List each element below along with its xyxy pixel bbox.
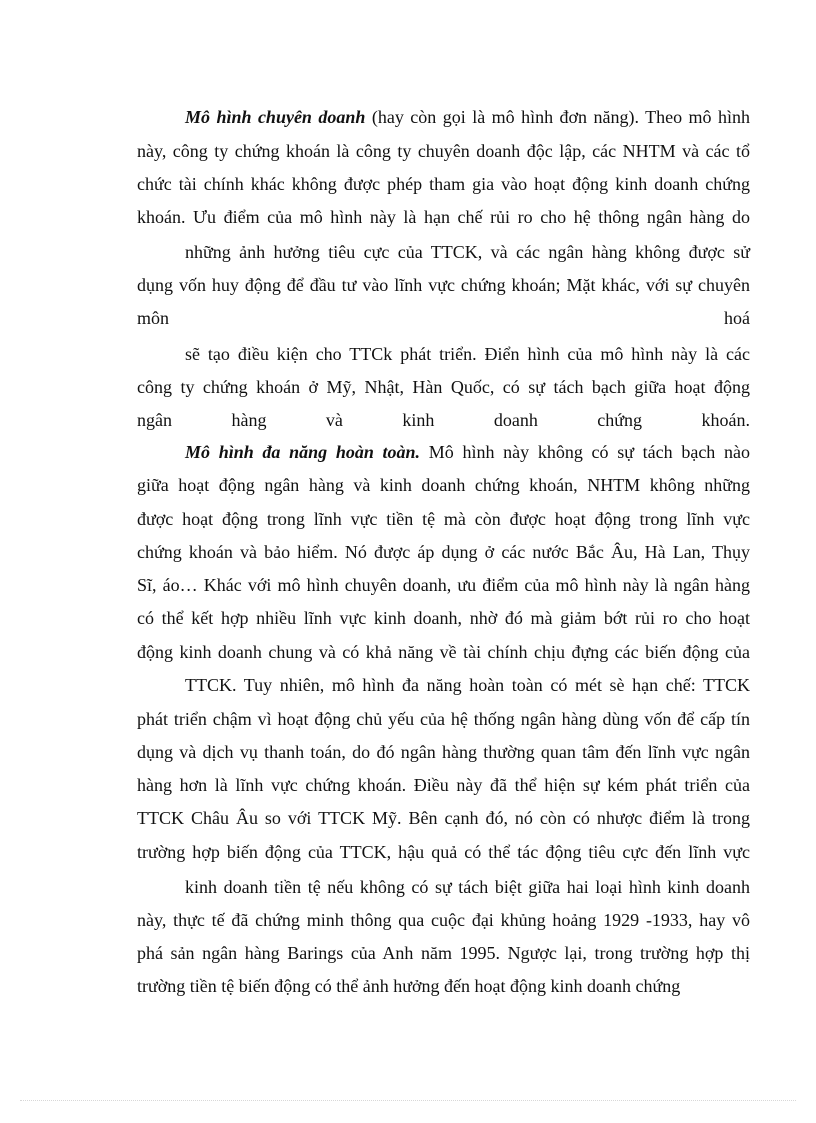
text-line: công ty chứng khoán ở Mỹ, Nhật, Hàn Quốc, có sự tách bạch giữa hoạt động: [137, 377, 750, 397]
page-bottom-divider: [20, 1100, 796, 1101]
text-line: những ảnh hưởng tiêu cực của TTCK, và các ngân hàng không được sử: [185, 242, 750, 262]
text-line: này, công ty chứng khoán là công ty chuyên doanh độc lập, các NHTM và các tổ: [137, 141, 750, 161]
text-line: dụng và dịch vụ thanh toán, do đó ngân hàng thường quan tâm đến lĩnh vực ngân: [137, 742, 750, 762]
text-line: phá sản ngân hàng Barings của Anh năm 1995. Ngược lại, trong trường hợp thị: [137, 943, 750, 963]
text-line: được hoạt động trong lĩnh vực tiền tệ mà còn được hoạt động trong lĩnh vực: [137, 509, 750, 529]
text-line: Mô hình đa năng hoàn toàn. Mô hình này không có sự tách bạch nào: [185, 442, 750, 462]
text-line: khoán. Ưu điểm của mô hình này là hạn chế rủi ro cho hệ thông ngân hàng do: [137, 207, 750, 227]
text-line: sẽ tạo điều kiện cho TTCk phát triển. Điển hình của mô hình này là các: [185, 344, 750, 364]
text-line: dụng vốn huy động để đầu tư vào lĩnh vực chứng khoán; Mặt khác, với sự chuyên: [137, 275, 750, 295]
text-line: kinh doanh tiền tệ nếu không có sự tách biệt giữa hai loại hình kinh doanh: [185, 877, 750, 897]
text-line: có thể kết hợp nhiều lĩnh vực kinh doanh, nhờ đó mà giảm bớt rủi ro cho hoạt: [137, 608, 750, 628]
text-line: chứng khoán và bảo hiểm. Nó được áp dụng ở các nước Bắc Âu, Hà Lan, Thụy: [137, 542, 750, 562]
text-line: Mô hình chuyên doanh (hay còn gọi là mô hình đơn năng). Theo mô hình: [185, 107, 750, 127]
text-line: giữa hoạt động ngân hàng và kinh doanh chứng khoán, NHTM không những: [137, 475, 750, 495]
text-line: trường hợp biến động của TTCK, hậu quả có thể tác động tiêu cực đến lĩnh vực: [137, 842, 750, 862]
text-line: môn hoá: [137, 308, 750, 328]
text-line: Sĩ, áo… Khác với mô hình chuyên doanh, ưu điểm của mô hình này là ngân hàng: [137, 575, 750, 595]
text-line: phát triển chậm vì hoạt động chủ yếu của hệ thống ngân hàng dùng vốn để cấp tín: [137, 709, 750, 729]
term-universal: Mô hình đa năng hoàn toàn.: [185, 442, 421, 462]
text-line: TTCK. Tuy nhiên, mô hình đa năng hoàn toàn có mét sè hạn chế: TTCK: [185, 675, 750, 695]
text-line: TTCK Châu Âu so với TTCK Mỹ. Bên cạnh đó, nó còn có nhược điểm là trong: [137, 808, 750, 828]
text-line: này, thực tế đã chứng minh thông qua cuộc đại khủng hoảng 1929 -1933, hay vô: [137, 910, 750, 930]
text-line: chức tài chính khác không được phép tham gia vào hoạt động kinh doanh chứng: [137, 174, 750, 194]
text-line: động kinh doanh chung và có khả năng về tài chính chịu đựng các biến động của: [137, 642, 750, 662]
text-line: ngân hàng và kinh doanh chứng khoán.: [137, 410, 750, 430]
term-monospecialized: Mô hình chuyên doanh: [185, 107, 366, 127]
text-line: hàng hơn là lĩnh vực chứng khoán. Điều này đã thể hiện sự kém phát triển của: [137, 775, 750, 795]
text-line: trường tiền tệ biến động có thể ảnh hưởng đến hoạt động kinh doanh chứng: [137, 976, 681, 996]
